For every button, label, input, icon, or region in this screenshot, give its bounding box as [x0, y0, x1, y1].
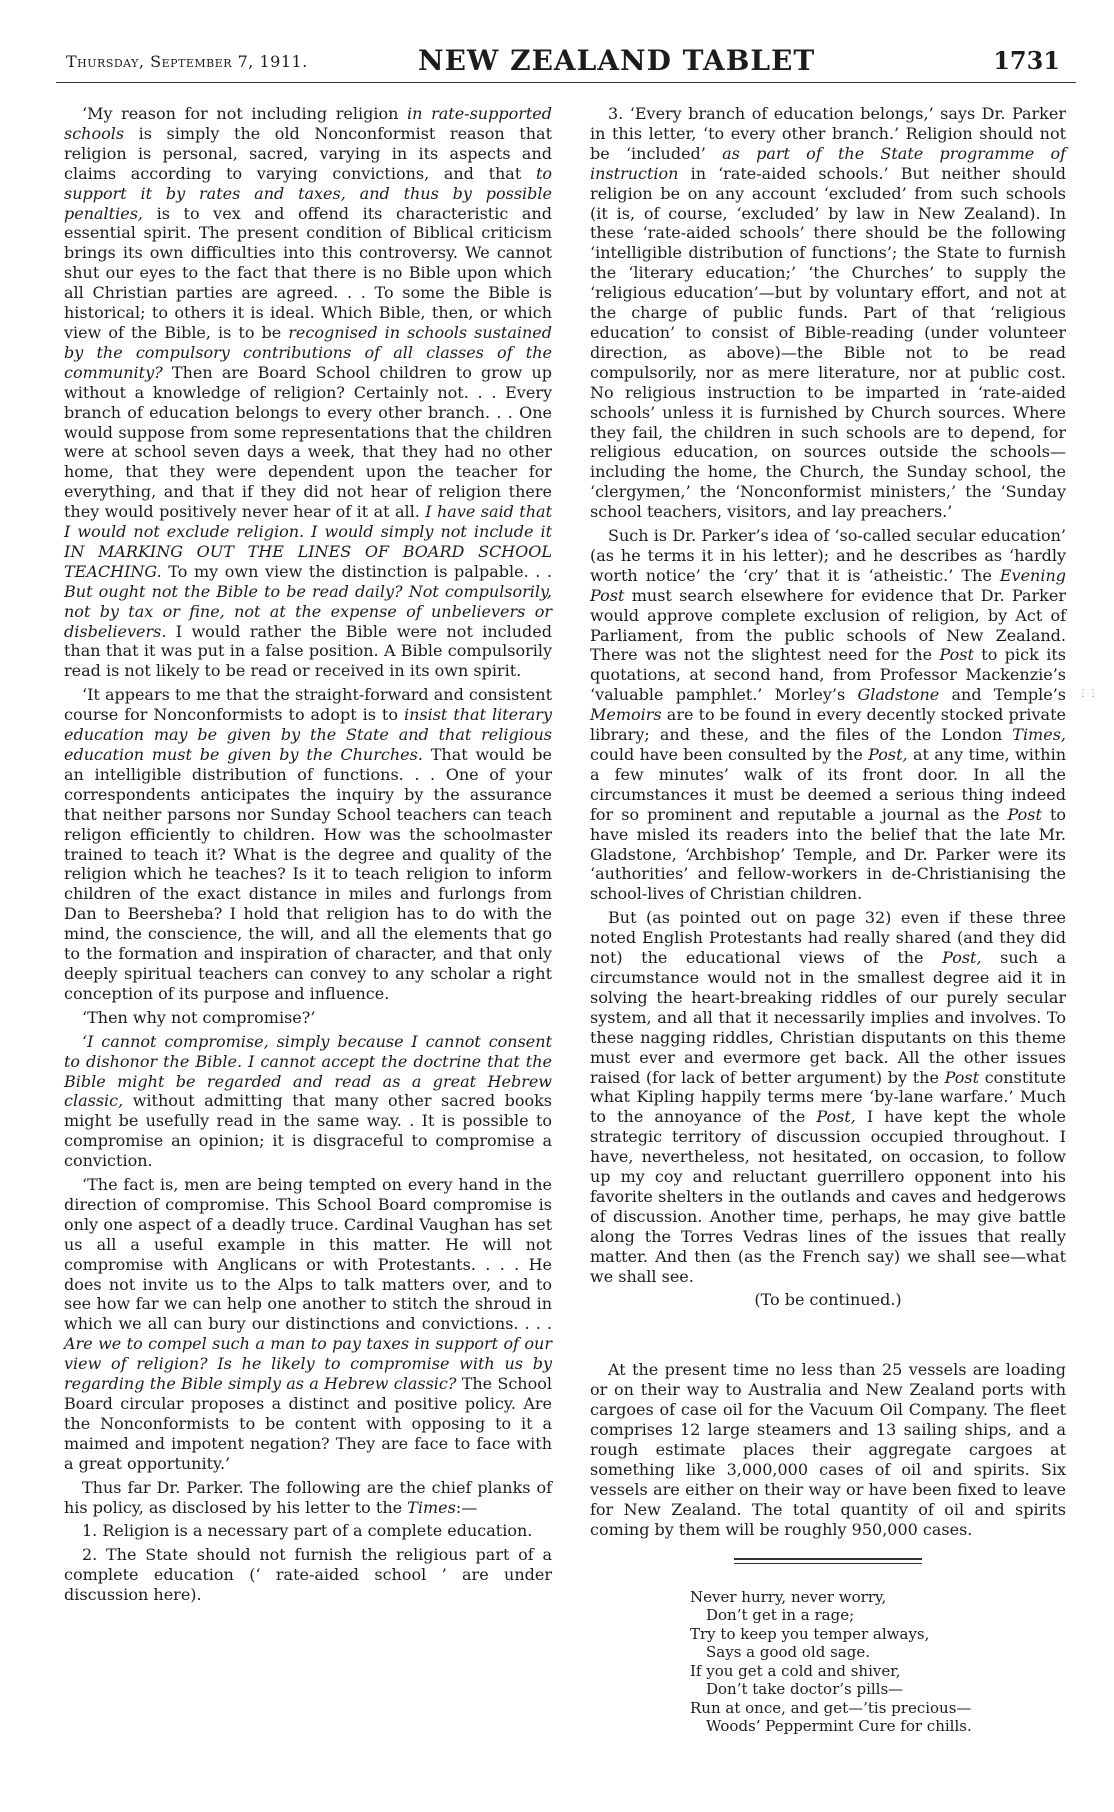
poem-line: Says a good old sage. — [706, 1643, 870, 1662]
poem-line: Don’t get in a rage; — [706, 1606, 855, 1625]
page-number: 1731 — [993, 46, 1060, 75]
newspaper-title: NEW ZEALAND TABLET — [418, 44, 816, 77]
page-header — [56, 38, 1076, 86]
paragraph: ‘It appears to me that the straight-forward and consistent course for Nonconformists to adopt is to insist that literary education may be given by the State and that religious education must be given by the Churches. That would be an intelligible distribution of functions. . . One of your correspondents anticipates the inquiry by the assurance that neither parsons nor Sunday School teachers can teach religon efficiently to children. How was the schoolmaster trained to teach it? What is the degree and quality of the religion which he teaches? Is it to teach religion to inform children of the exact distance in miles and furlongs from Dan to Beersheba? I hold that religion has to do with the mind, the conscience, the will, and all the elements that go to the formation and inspiration of character, and that only deeply spiritual teachers can convey to any scholar a right conception of its purpose and influence. — [64, 685, 553, 1003]
list-item: 1. Religion is a necessary part of a complete education. — [82, 1521, 533, 1541]
poem-line: Don’t take doctor’s pills— — [706, 1680, 904, 1699]
poem-line: Woods’ Peppermint Cure for chills. — [706, 1717, 972, 1736]
section-spacer — [590, 1314, 1066, 1360]
margin-blemish: ⋮⋮ — [1078, 688, 1098, 699]
header-rule — [56, 82, 1076, 83]
continued-notice: (To be continued.) — [754, 1290, 902, 1310]
paragraph: ‘My reason for not including religion in rate-supported schools is simply the old Nonconformist reason that religion is personal, sacred, varying in its aspects and claims according to varying convictions, and that to support it by rates and taxes, and thus by possible penalties, is to vex and offend its characteristic and essential spirit. The present condition of Biblical criticism brings its own difficulties into this controversy. We cannot shut our eyes to the fact that there is no Bible upon which all Christian parties are agreed. . . To some the Bible is historical; to others it is ideal. Which Bible, then, or which view of the Bible, is to be recognised in schools sustained by the compulsory contributions of all classes of the community? Then are Board School children to grow up without a knowledge of religion? Certainly not. . . Every branch of education belongs to every other branch. . . One would suppose from some representations that the children were at school seven days a week, that they had no other home, that they were dependent upon the teacher for everything, and that if they did not hear of religion there they would positively never hear of it at all. I have said that I would not exclude religion. I would simply not include it IN MARKING OUT THE LINES OF BOARD SCHOOL TEACHING. To my own view the distinction is palpable. . . But ought not the Bible to be read daily? Not compulsorily, not by tax or fine, not at the expense of unbelievers or disbelievers. I would rather the Bible were not included than that it was put in a false position. A Bible compulsorily read is not likely to be read or received in its own spirit. — [64, 104, 553, 681]
poem-line: Run at once, and get—’tis precious— — [690, 1698, 972, 1717]
advert-poem — [690, 1588, 1066, 1736]
right-column — [590, 104, 1066, 1736]
news-paragraph: At the present time no less than 25 vessels are loading or on their way to Australia and New Zealand ports with cargoes of case oil for the Vacuum Oil Company. The fleet comprises 12 large steamers and 13 sailing ships, and a rough estimate places their aggregate cargoes at something like 3,000,000 cases of oil and spirits. Six vessels are either on their way or have been fixed to leave for New Zealand. The total quantity of oil and spirits coming by them will be roughly 950,000 cases. — [590, 1360, 1066, 1539]
paragraph: 3. ‘Every branch of education belongs,’ says Dr. Parker in this letter, ‘to every other branch.’ Religion should not be ‘included’ as part of the State programme of instruction in ‘rate-aided schools.’ But neither should religion be on any account ‘excluded’ from such schools (it is, of course, ‘excluded’ by law in New Zealand). In these ‘rate-aided schools’ there should be the following ‘intelligible distribution of functions’; the State to furnish the ‘literary education;’ ‘the Churches’ to supply the ‘religious education’—but by voluntary effort, and not at the charge of public funds. Part of that ‘religious education’ to consist of Bible-reading (under volunteer direction, as above)—the Bible not to be read compulsorily, nor as mere literature, nor at public cost. No religious instruction to be imparted in ‘rate-aided schools’ unless it is furnished by Church sources. Where they fail, the children in such schools are to depend, for religious education, on sources outside the schools—including the home, the Church, the Sunday school, the ‘clergymen,’ the ‘Nonconformist ministers,’ the ‘Sunday school teachers, visitors, and lay preachers.’ — [590, 104, 1067, 522]
list-item: 2. The State should not furnish the religious part of a complete education (‘ rate-aided school ’ are under discussion here). — [64, 1545, 552, 1605]
paragraph: Such is Dr. Parker’s idea of ‘so-called secular education’ (as he terms it in his letter); and he describes as ‘hardly worth notice’ the ‘cry’ that it is ‘atheistic.’ The Evening Post must search elsewhere for evidence that Dr. Parker would approve complete exclusion of religion, by Act of Parliament, from the public schools of New Zealand. There was not the slightest need for the Post to pick its quotations, at second hand, from Professor Mackenzie’s ‘valuable pamphlet.’ Morley’s Gladstone and Temple’s Memoirs are to be found in every decently stocked private library; and these, and the files of the London Times, could have been consulted by the Post, at any time, within a few minutes’ walk of its front door. In all the circumstances it must be deemed a serious thing indeed for so prominent and reputable a journal as the Post to have misled its readers into the belief that the late Mr. Gladstone, ‘Archbishop’ Temple, and Dr. Parker were its ‘authorities’ and fellow-workers in de-Christianising the school-lives of Christian children. — [590, 526, 1067, 904]
poem-line: Never hurry, never worry, — [690, 1587, 887, 1606]
poem-line: Try to keep you temper always, — [690, 1624, 930, 1643]
paragraph: ‘The fact is, men are being tempted on every hand in the direction of compromise. This School Board compromise is only one aspect of a deadly truce. Cardinal Vaughan has set us all a useful example in this matter. He will not compromise with Anglicans or with Protestants. . . . He does not invite us to the Alps to talk matters over, and to see how far we can help one another to stitch the shroud in which we all can bury our distinctions and convictions. . . . Are we to compel such a man to pay taxes in support of our view of religion? Is he likely to compromise with us by regarding the Bible simply as a Hebrew classic? The School Board circular proposes a distinct and positive policy. Are the Nonconformists to be content with opposing to it a maimed and impotent negation? They are face to face with a great opportunity.’ — [64, 1175, 552, 1473]
poem-line: If you get a cold and shiver, — [690, 1661, 901, 1680]
paragraph: Thus far Dr. Parker. The following are the chief planks of his policy, as disclosed by his letter to the Times:— — [64, 1477, 552, 1517]
section-divider — [734, 1558, 922, 1564]
paragraph: But (as pointed out on page 32) even if these three noted English Protestants had really shared (and they did not) the educational views of the Post, such a circumstance would not in the smallest degree aid it in solving the heart-breaking riddles of our purely secular system, and all that it necessarily implies and involves. To these nagging riddles, Christian disputants on this theme must ever and evermore get back. All the other issues raised (for lack of better argument) by the Post constitute what Kipling happily terms mere ‘by-lane warfare.’ Much to the annoyance of the Post, I have kept the whole strategic territory of discussion occupied throughout. I have, nevertheless, not hesitated, on occasion, to follow up my coy and reluctant guerrillero opponent into his favorite shelters in the outlands and caves and hedgerows of discussion. Another time, perhaps, he may give battle along the Torres Vedras lines of the issues that really matter. And then (as the French say) we shall see—what we shall see. — [590, 908, 1067, 1286]
issue-date: Thursday, September 7, 1911. — [66, 52, 308, 71]
left-column — [64, 104, 552, 1609]
paragraph: ‘Then why not compromise?’ — [82, 1007, 316, 1027]
paragraph: ‘I cannot compromise, simply because I cannot consent to dishonor the Bible. I cannot accept the doctrine that the Bible might be regarded and read as a great Hebrew classic, without admitting that many other sacred books might be usefully read in the same way. . It is possible to compromise an opinion; it is disgraceful to compromise a conviction. — [64, 1031, 552, 1171]
